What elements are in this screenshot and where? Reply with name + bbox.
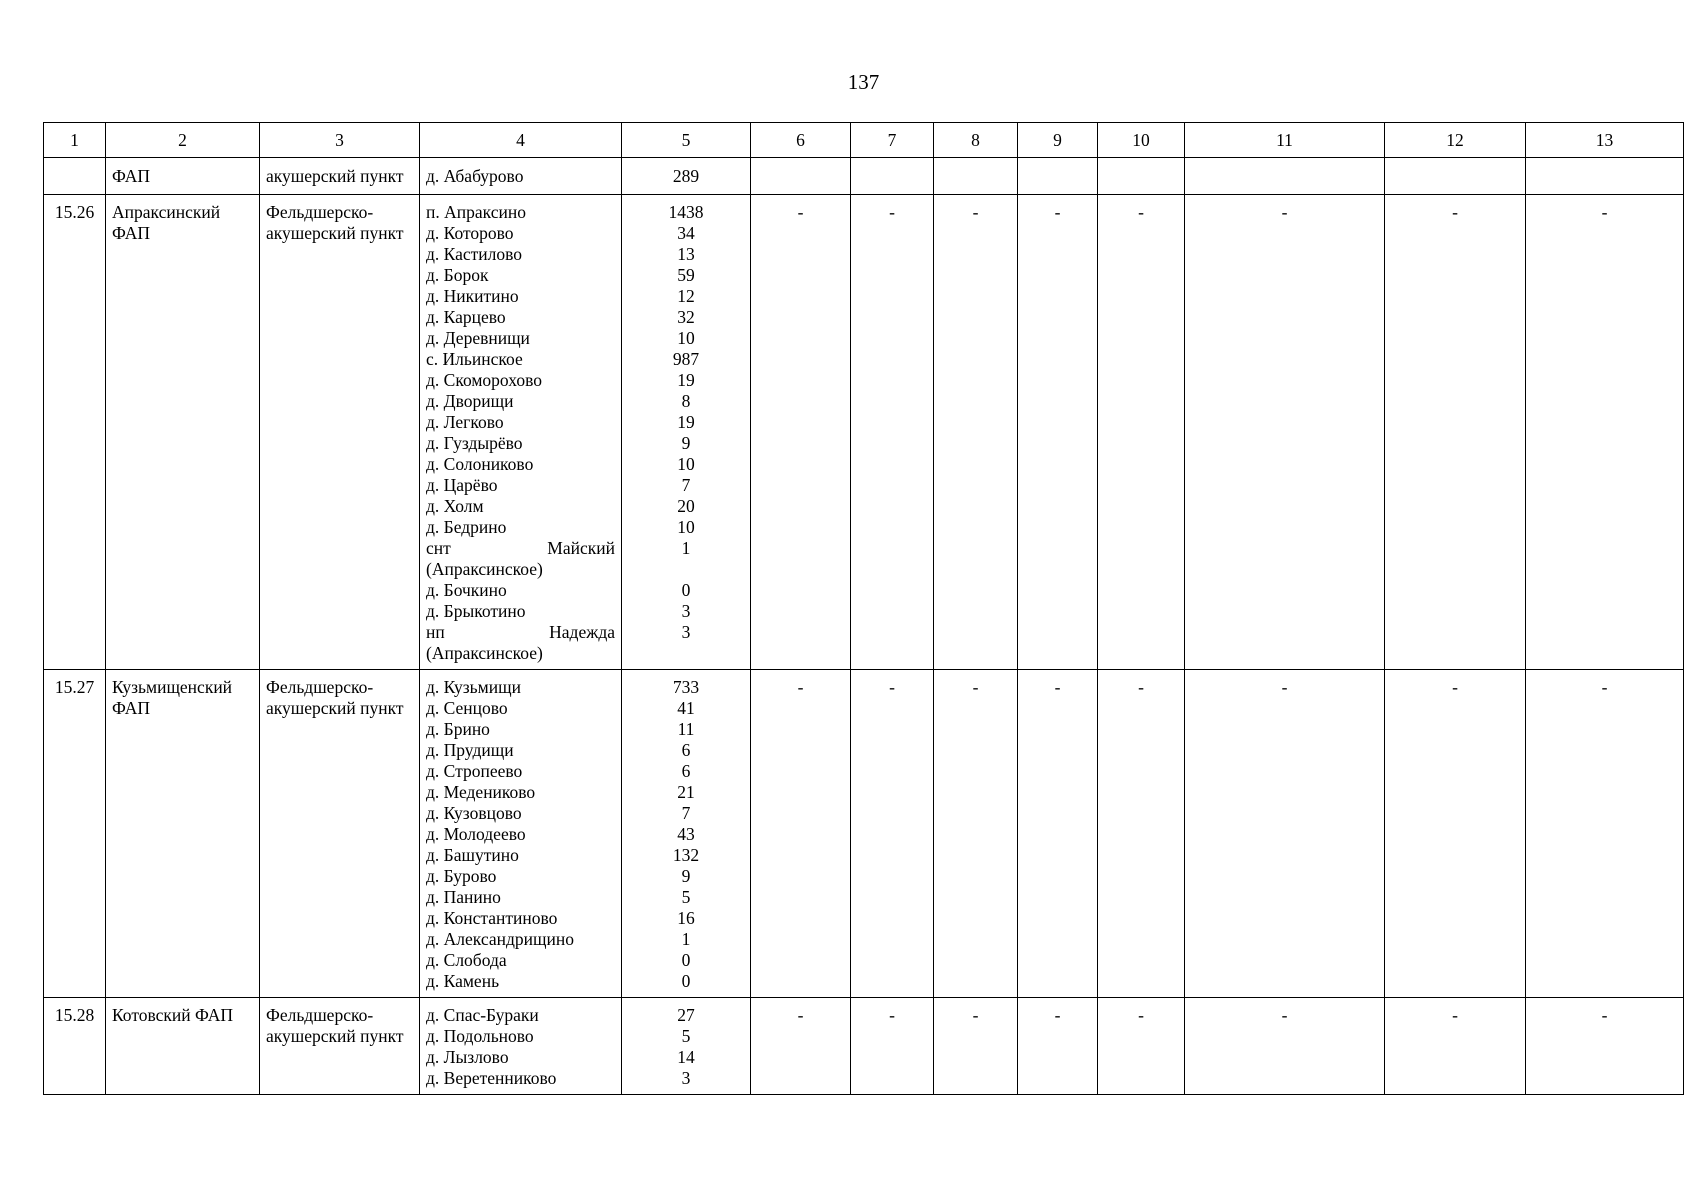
cell-population: [622, 998, 751, 1095]
cell-dash: [1098, 998, 1185, 1095]
facility-type: акушерский пункт: [266, 223, 404, 243]
settlement-name: д. Которово: [426, 223, 514, 243]
settlement-name: (Апраксинское): [426, 559, 543, 579]
settlement-name: д. Подольново: [426, 1026, 534, 1046]
population-value: 32: [677, 307, 695, 327]
cell-dash: [1185, 670, 1385, 998]
settlement-name: д. Легково: [426, 412, 504, 432]
settlement-name: д. Бурово: [426, 866, 497, 886]
cell-empty: [751, 158, 851, 195]
population-value: 1: [681, 929, 691, 949]
dash-value: -: [1601, 1005, 1608, 1025]
population-value: 19: [677, 412, 695, 432]
dash-value: -: [889, 1005, 895, 1025]
population-value: 11: [677, 719, 695, 739]
cell-dash: [1185, 195, 1385, 670]
column-header: 6: [751, 123, 851, 158]
settlement-name: д. Гуздырёво: [426, 433, 523, 453]
population-value: 6: [681, 740, 691, 760]
population-value: 10: [677, 454, 695, 474]
cell-population: 289: [622, 158, 751, 195]
table-row: [44, 670, 1684, 998]
dash-value: -: [889, 677, 895, 697]
row-number: 15.26: [54, 202, 95, 222]
settlement-name: д. Царёво: [426, 475, 498, 495]
cell-dash: [1385, 195, 1526, 670]
facility-type: Фельдшерско-: [266, 1005, 374, 1025]
cell-id: [44, 158, 106, 195]
facility-type: Фельдшерско-: [266, 202, 374, 222]
cell-settlements: [420, 998, 622, 1095]
cell-type: [260, 670, 420, 998]
settlement-name: д. Камень: [426, 971, 500, 991]
cell-dash: [1018, 998, 1098, 1095]
column-header: 3: [260, 123, 420, 158]
settlement-name: д. Стропеево: [426, 761, 523, 781]
cell-dash: [851, 998, 934, 1095]
cell-dash: [1385, 998, 1526, 1095]
cell-settlement: д. Абабурово: [420, 158, 622, 195]
settlement-name: д. Лызлово: [426, 1047, 509, 1067]
settlement-name: д. Веретенниково: [426, 1068, 557, 1088]
cell-dash: [751, 670, 851, 998]
facility-type: акушерский пункт: [266, 1026, 404, 1046]
population-value: 1438: [668, 202, 704, 222]
settlement-name: д. Брыкотино: [426, 601, 526, 621]
column-header: 11: [1185, 123, 1385, 158]
column-header: 2: [106, 123, 260, 158]
cell-dash: [1018, 670, 1098, 998]
cell-population: [622, 195, 751, 670]
population-value: 34: [677, 223, 695, 243]
settlement-name: д. Молодеево: [426, 824, 526, 844]
dash-value: -: [972, 1005, 979, 1025]
population-value: 0: [681, 950, 691, 970]
cell-dash: [934, 195, 1018, 670]
population-value: 21: [677, 782, 695, 802]
dash-value: -: [1138, 677, 1144, 697]
population-value: 1: [681, 538, 691, 558]
dash-value: -: [1054, 1005, 1061, 1025]
cell-dash: [934, 998, 1018, 1095]
dash-value: -: [1281, 677, 1288, 697]
population-value: 5: [681, 1026, 691, 1046]
settlement-name: д. Никитино: [426, 286, 519, 306]
dash-value: -: [1054, 202, 1061, 222]
population-value: 5: [681, 887, 691, 907]
cell-dash: [1385, 670, 1526, 998]
cell-empty: [1385, 158, 1526, 195]
header-row: [44, 123, 1684, 158]
facility-name: Кузьмищенский: [112, 677, 233, 697]
cell-empty: [1098, 158, 1185, 195]
table-row: [44, 195, 1684, 670]
cell-name: [106, 670, 260, 998]
settlement-name: д. Спас-Бураки: [426, 1005, 539, 1025]
column-header: 9: [1018, 123, 1098, 158]
settlement-name: д. Сенцово: [426, 698, 508, 718]
cell-empty: [1185, 158, 1385, 195]
dash-value: -: [889, 202, 895, 222]
table-row: [44, 998, 1684, 1095]
settlement-name: снт Майский: [426, 538, 615, 558]
settlement-name: д. Панино: [426, 887, 501, 907]
settlement-name: д. Медениково: [426, 782, 536, 802]
population-value: 9: [681, 866, 691, 886]
facility-name: Котовский ФАП: [112, 1005, 234, 1025]
population-value: 0: [681, 971, 691, 991]
population-value: 9: [681, 433, 691, 453]
population-value: 132: [672, 845, 700, 865]
settlement-name: нп Надежда: [426, 622, 615, 642]
column-header: 7: [851, 123, 934, 158]
column-header: 12: [1385, 123, 1526, 158]
population-value: 43: [677, 824, 695, 844]
population-value: 8: [681, 391, 691, 411]
settlement-name: д. Бедрино: [426, 517, 507, 537]
settlement-name: д. Башутино: [426, 845, 519, 865]
facility-type: Фельдшерско-: [266, 677, 374, 697]
cell-empty: [851, 158, 934, 195]
dash-value: -: [1281, 202, 1288, 222]
settlement-name: д. Кастилово: [426, 244, 523, 264]
cell-empty: [1526, 158, 1684, 195]
population-value: 20: [677, 496, 695, 516]
dash-value: -: [797, 1005, 804, 1025]
settlement-name: д. Прудищи: [426, 740, 514, 760]
cell-dash: [1185, 998, 1385, 1095]
settlement-name: д. Солониково: [426, 454, 534, 474]
cell-dash: [1098, 670, 1185, 998]
dash-value: -: [1138, 1005, 1144, 1025]
population-value: 733: [672, 677, 700, 697]
population-value: 7: [681, 475, 691, 495]
settlement-name: д. Слобода: [426, 950, 507, 970]
continuation-row: [44, 158, 1684, 195]
facility-name: ФАП: [112, 698, 150, 718]
settlement-name: д. Дворищи: [426, 391, 514, 411]
cell-empty: [934, 158, 1018, 195]
cell-type: [260, 195, 420, 670]
cell-dash: [851, 670, 934, 998]
cell-dash: [751, 195, 851, 670]
cell-dash: [851, 195, 934, 670]
dash-value: -: [797, 202, 804, 222]
dash-value: -: [972, 202, 979, 222]
row-number: 15.27: [54, 677, 95, 697]
cell-type: [260, 998, 420, 1095]
facility-name: Апраксинский: [112, 202, 221, 222]
population-value: 0: [681, 580, 691, 600]
population-value: [622, 643, 750, 664]
column-header: 5: [622, 123, 751, 158]
population-value: 3: [681, 601, 691, 621]
population-value: 41: [677, 698, 695, 718]
population-value: 10: [677, 517, 695, 537]
settlement-name: д. Борок: [426, 265, 489, 285]
cell-dash: [934, 670, 1018, 998]
cell-settlements: [420, 195, 622, 670]
population-value: 16: [677, 908, 695, 928]
cell-dash: [1526, 670, 1684, 998]
cell-name: [106, 195, 260, 670]
cell-name: [106, 998, 260, 1095]
settlement-name: д. Константиново: [426, 908, 558, 928]
cell-dash: [1018, 195, 1098, 670]
facility-type: акушерский пункт: [266, 698, 404, 718]
settlement-name: д. Александрищино: [426, 929, 574, 949]
settlement-name: д. Деревнищи: [426, 328, 530, 348]
cell-population: [622, 670, 751, 998]
cell-dash: [1526, 195, 1684, 670]
dash-value: -: [1281, 1005, 1288, 1025]
population-value: 7: [681, 803, 691, 823]
column-header: 13: [1526, 123, 1684, 158]
population-value: 14: [677, 1047, 695, 1067]
settlement-name: д. Кузовцово: [426, 803, 522, 823]
cell-name: ФАП: [106, 158, 260, 195]
cell-id: [44, 670, 106, 998]
cell-id: [44, 195, 106, 670]
column-header: 8: [934, 123, 1018, 158]
population-value: 987: [672, 349, 700, 369]
population-value: 12: [677, 286, 695, 306]
dash-value: -: [1601, 677, 1608, 697]
settlement-name: (Апраксинское): [426, 643, 543, 663]
dash-value: -: [797, 677, 804, 697]
data-table: [43, 122, 1684, 1095]
dash-value: -: [1054, 677, 1061, 697]
population-value: [622, 559, 750, 580]
population-value: 59: [677, 265, 695, 285]
cell-dash: [751, 998, 851, 1095]
column-header: 4: [420, 123, 622, 158]
population-value: 10: [677, 328, 695, 348]
population-value: 19: [677, 370, 695, 390]
cell-dash: [1098, 195, 1185, 670]
population-value: 27: [677, 1005, 695, 1025]
column-header: 1: [44, 123, 106, 158]
dash-value: -: [1452, 202, 1458, 222]
dash-value: -: [1452, 677, 1458, 697]
dash-value: -: [972, 677, 979, 697]
dash-value: -: [1601, 202, 1608, 222]
settlement-name: д. Кузьмищи: [426, 677, 521, 697]
settlement-name: д. Скоморохово: [426, 370, 542, 390]
dash-value: -: [1138, 202, 1144, 222]
column-header: 10: [1098, 123, 1185, 158]
settlement-name: д. Карцево: [426, 307, 506, 327]
page-number: 137: [847, 70, 880, 94]
settlement-name: д. Брино: [426, 719, 490, 739]
cell-id: [44, 998, 106, 1095]
population-value: 3: [681, 622, 691, 642]
population-value: 3: [681, 1068, 691, 1088]
cell-settlements: [420, 670, 622, 998]
cell-dash: [1526, 998, 1684, 1095]
population-value: 13: [677, 244, 695, 264]
dash-value: -: [1452, 1005, 1458, 1025]
settlement-name: п. Апраксино: [426, 202, 526, 222]
population-value: 6: [681, 761, 691, 781]
row-number: 15.28: [54, 1005, 95, 1025]
settlement-name: с. Ильинское: [426, 349, 523, 369]
cell-empty: [1018, 158, 1098, 195]
settlement-name: д. Бочкино: [426, 580, 507, 600]
settlement-name: д. Холм: [426, 496, 484, 516]
cell-type: акушерский пункт: [260, 158, 420, 195]
facility-name: ФАП: [112, 223, 150, 243]
